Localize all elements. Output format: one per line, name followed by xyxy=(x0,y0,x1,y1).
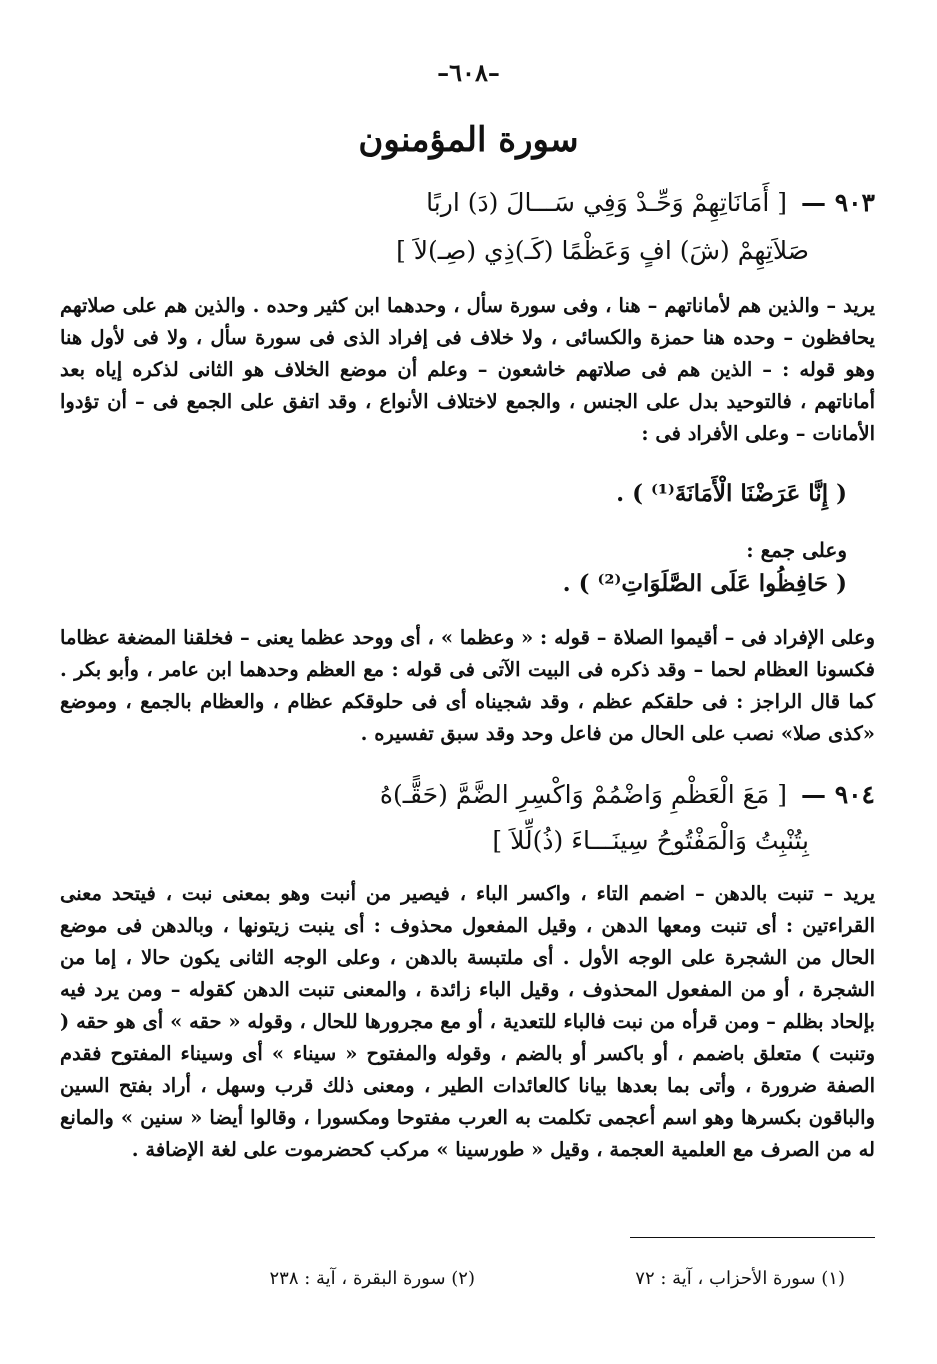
footnote-divider xyxy=(630,1237,875,1238)
verse-text: [ مَعَ الْعَظْمِ وَاضْمُمْ وَاكْسِرِ الضَّمَّ (حَقًّـ)هُ xyxy=(379,780,788,809)
verse-text: [ أَمَانَاتِهِمْ وَحِّـدْ وَفِي سَـــالَ (دَ) اربًا xyxy=(426,188,788,217)
verse-903-line-1 xyxy=(426,188,875,217)
commentary-904-paragraph-1: يريد – تنبت بالدهن – اضمم التاء ، واكسر الباء ، فيصير من أنبت وهو بمعنى نبت ، فيتحد معنى القراءتين : أى تنبت ومعها الدهن ، وقيل المفعول محذوف : أى ينبت زيتونها ، وبالدهن فى موضع الحال من الشجرة على الوجه الأول . أى ملتبسة بالدهن ، وعلى الوجه الثانى يكون حالا ، إما من الشجرة ، أو من المفعول المحذوف ، وقيل الباء زائدة ، والمعنى تنبت الدهن كقوله – ومن يرد فيه بإلحاد بظلم – ومن قرأه من نبت فالباء للتعدية ، أو مع مجرورها للحال ، وقوله « حقه » أى هو حقه ( وتنبت ) متعلق باضمم ، أو باكسر أو بالضم ، وقوله والمفتوح « سيناء » أى وسيناء المفتوح فقدم الصفة ضرورة ، وأتى بما بعدها بيانا كالعائدات الطير ، ومعنى ذلك قرب وسهل ، أراد بفتح السين والباقون بكسرها وهو اسم أعجمى تكلمت به العرب مفتوحا ومكسورا ، وقالوا أيضا « سنين » والمانع له من الصرف مع العلمية العجمة ، وقيل « طورسينا » مركب كحضرموت على لغة الإضافة . xyxy=(60,882,875,1161)
footnote-2: (٢) سورة البقرة ، آية : ٢٣٨ xyxy=(269,1268,475,1289)
quran-quote-2: ( حَافِظُوا عَلَى الصَّلَوَاتِ⁽²⁾ ) . xyxy=(562,570,847,597)
verse-904-line-1 xyxy=(380,780,875,809)
commentary-903-paragraph-2: وعلى الإفراد فى – أقيموا الصلاة – قوله : « وعظما » ، أى ووحد عظما يعنى – فخلقنا المضغة عظاما فكسونا العظام لحما – وقد ذكره فى البيت الآتى فى قوله : مع العظم وحدهما ابن عامر ، وأبو بكر . كما قال الراجز : فى حلقكم عظم ، وقد شجيناه أى فى حلوقكم عظام ، والعظام بالجمع ، وموضع «كذى صلا» نصب على الحال من فاعل وحد وقد سبق تفسيره . xyxy=(60,626,875,745)
verse-number: ٩٠٤ — xyxy=(800,780,875,809)
verse-903-line-2: صَلاَتِهِمْ (شَ) افٍ وَعَظْمًا (كَـ)ذِي (صِـ)لاَ ] xyxy=(396,236,809,265)
footnote-1: (١) سورة الأحزاب ، آية : ٧٢ xyxy=(635,1268,845,1289)
verse-904-line-2: بِتُنْبِتُ وَالْمَفْتُوحُ سِينَـــاءَ (ذُ)لِّلاَ ] xyxy=(492,826,809,855)
quran-quote-1: ( إِنَّا عَرَضْنَا الْأَمَانَةَ⁽¹⁾ ) . xyxy=(616,480,847,507)
commentary-903-paragraph-1: يريد – والذين هم لأماناتهم – هنا ، وفى سورة سأل ، وحدهما ابن كثير وحده . والذين هم على صلاتهم يحافظون – وحده هنا حمزة والكسائى ، ولا خلاف فى إفراد الذى فى سورة سأل ، ولا فى لأول هنا وهو قوله : – الذين هم فى صلاتهم خاشعون – وعلم أن موضع الخلاف هو الثانى لذكره إياه بعد أماناتهم ، فالتوحيد بدل على الجنس ، والجمع لاختلاف الأنواع ، وقد اتفق على الجمع فى – أن تؤدوا الأمانات – وعلى الأفراد فى : xyxy=(60,294,875,445)
verse-number: ٩٠٣ — xyxy=(800,188,875,217)
plural-intro: وعلى جمع : xyxy=(746,538,847,562)
surah-title: سورة المؤمنون xyxy=(358,120,579,160)
page-number: –٦٠٨– xyxy=(437,58,500,87)
